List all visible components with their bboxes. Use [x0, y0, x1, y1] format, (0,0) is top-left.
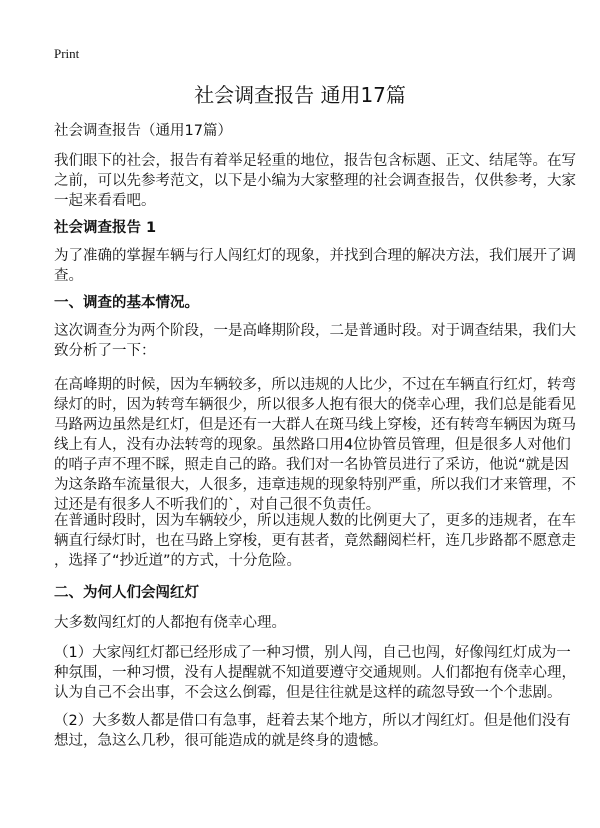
text-line: （2）大多数人都是借口有急事，赶着去某个地方，所以才闯红灯。但是他们没有	[54, 713, 571, 729]
text-line: 查。	[54, 268, 83, 284]
text-line: ，选择了“抄近道”的方式，十分危险。	[54, 553, 302, 569]
section-title: 社会调查报告 1	[54, 220, 157, 236]
text-line: （1）大家闯红灯都已经形成了一种习惯，别人闯，自己也闯，好像闯红灯成为一	[54, 645, 571, 661]
text-line: 绿灯的时，因为转弯车辆很少，所以很多人抱有很大的侥幸心理，我们总是能看见	[54, 397, 576, 413]
text-line: 在高峰期的时候，因为车辆较多，所以违规的人比少，不过在车辆直行红灯，转弯	[54, 377, 576, 393]
text-line: 马路两边虽然是红灯，但是还有一大群人在斑马线上穿梭，还有转弯车辆因为斑马	[54, 417, 576, 433]
text-line: 我们眼下的社会，报告有着举足轻重的地位，报告包含标题、正文、结尾等。在写	[54, 153, 576, 169]
text-line: 过还是有很多人不听我们的`，对自己很不负责任。	[54, 497, 381, 513]
text-line: 线上有人，没有办法转弯的现象。虽然路口用4位协管员管理，但是很多人对他们	[54, 437, 571, 453]
text-line: 这次调查分为两个阶段，一是高峰期阶段，二是普通时段。对于调查结果，我们大	[54, 323, 576, 339]
heading-why: 二、为何人们会闯红灯	[54, 585, 199, 601]
paragraph	[54, 711, 571, 751]
text-line: 在普通时段时，因为车辆较少，所以违规人数的比例更大了，更多的违规者，在车	[54, 513, 576, 529]
text-line: 想过，急这么几秒，很可能造成的就是终身的遗憾。	[54, 733, 388, 749]
text-line: 为这条路车流量很大，人很多，违章违规的现象特别严重，所以我们才来管理，不	[54, 477, 576, 493]
intro-paragraph	[54, 151, 576, 211]
paragraph	[54, 613, 554, 633]
text-line: 一起来看看吧。	[54, 193, 156, 209]
document-title: 社会调查报告 通用17篇	[194, 83, 406, 107]
section-intro-paragraph	[54, 246, 576, 286]
text-line: 为了准确的掌握车辆与行人闯红灯的现象，并找到合理的解决方法，我们展开了调	[54, 248, 576, 264]
subtitle: 社会调查报告（通用17篇）	[54, 123, 232, 139]
paragraph	[54, 511, 576, 571]
text-line: 认为自己不会出事，不会这么倒霉，但是往往就是这样的疏忽导致一个个悲剧。	[54, 685, 562, 701]
paragraph	[54, 375, 576, 515]
text-line: 的哨子声不理不睬，照走自己的路。我们对一名协管员进行了采访，他说“就是因	[54, 457, 570, 473]
text-line: 致分析了一下：	[54, 343, 156, 359]
heading-basic-situation: 一、调查的基本情况。	[54, 295, 199, 311]
paragraph	[54, 643, 576, 703]
text-line: 之前，可以先参考范文，以下是小编为大家整理的社会调查报告，仅供参考，大家	[54, 173, 576, 189]
text-line: 辆直行绿灯时，也在马路上穿梭，更有甚者，竟然翻阅栏杆，连几步路都不愿意走	[54, 533, 576, 549]
text-line: 种氛围，一种习惯，没有人提醒就不知道要遵守交通规则。人们都抱有侥幸心理，	[54, 665, 576, 681]
print-link[interactable]: Print	[54, 46, 80, 61]
text-line: 大多数闯红灯的人都抱有侥幸心理。	[54, 615, 286, 631]
paragraph	[54, 321, 576, 361]
